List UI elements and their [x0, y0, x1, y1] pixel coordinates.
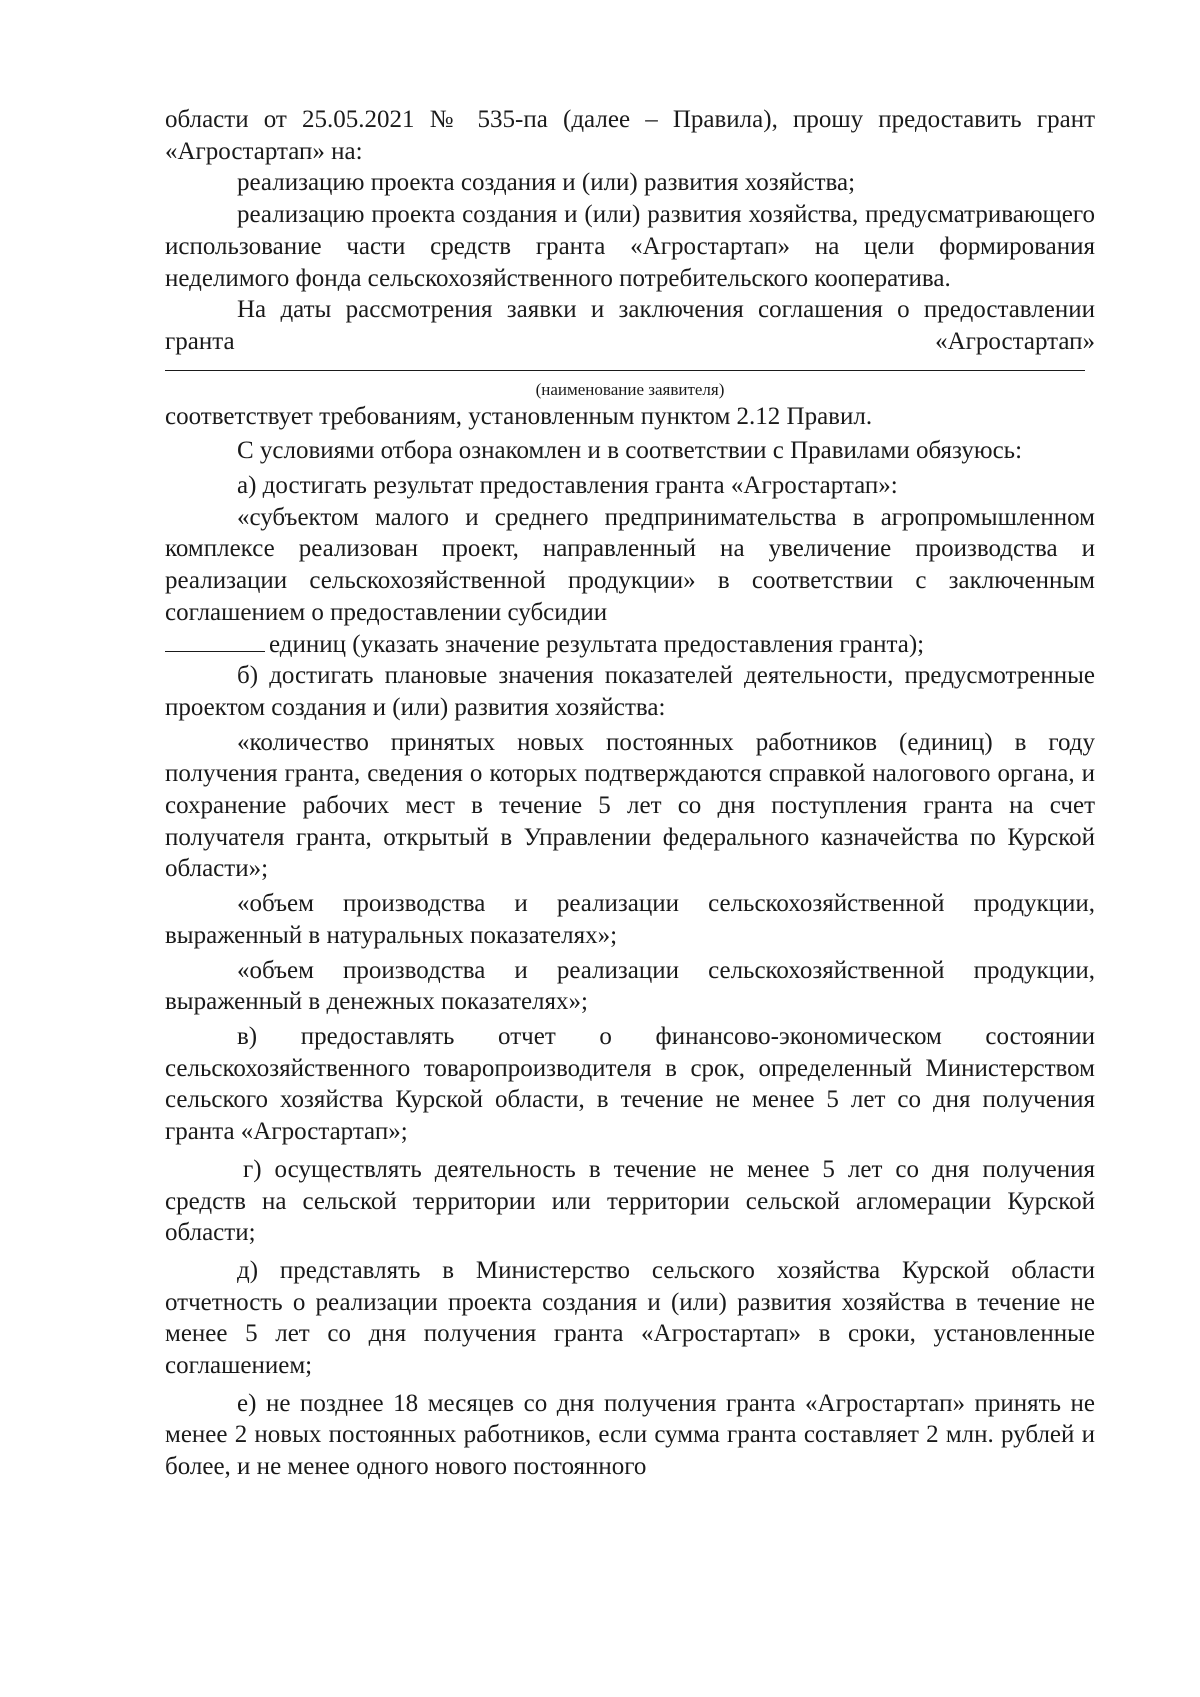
paragraph-obligation-e: е) не позднее 18 месяцев со дня получения гранта «Агростартап» принять не менее 2 новых постоянных работников, если сумма гранта составляет 2 млн. рублей и более, и не менее одного нового постоянного — [165, 1389, 1095, 1481]
paragraph-indicator-natural: «объем производства и реализации сельскохозяйственной продукции, выраженный в натуральных показателях»; — [165, 890, 1095, 949]
paragraph-obligation-b: б) достигать плановые значения показателей деятельности, предусмотренные проектом создания и (или) развития хозяйства: — [165, 662, 1095, 721]
paragraph-obligations-intro: С условиями отбора ознакомлен и в соответствии с Правилами обязуюсь: — [237, 437, 1023, 465]
paragraph-indicator-workers: «количество принятых новых постоянных работников (единиц) в году получения гранта, сведения о которых подтверждаются справкой налогового органа, и сохранение рабочих мест в течение 5 лет со дня поступления гранта на счет получателя гранта, открытый в Управлении федерального казначейства по Курской области»; — [165, 728, 1095, 883]
applicant-name-line — [165, 370, 1085, 371]
applicant-name-caption: (наименование заявителя) — [535, 379, 725, 399]
paragraph-indicator-monetary: «объем производства и реализации сельскохозяйственной продукции, выраженный в денежных показателях»; — [165, 956, 1095, 1016]
result-units-text: единиц (указать значение результата предоставления гранта); — [269, 630, 925, 658]
paragraph-obligation-v: в) предоставлять отчет о финансово-экономическом состоянии сельскохозяйственного товаропроизводителя в срок, определенный Министерством сельского хозяйства Курской области, в течение не менее 5 лет со дня получения гранта «Агростартап»; — [165, 1022, 1095, 1146]
paragraph-option-project: реализацию проекта создания и (или) развития хозяйства; — [237, 169, 856, 197]
document-body — [165, 104, 1095, 1483]
paragraph-result-definition: «субъектом малого и среднего предпринимательства в агропромышленном комплексе реализован проект, направленный на увеличение производства и реализации сельскохозяйственной продукции» в соответствии с заключенным соглашением о предоставлении субсидии — [165, 503, 1095, 626]
paragraph-obligation-d: д) представлять в Министерство сельского хозяйства Курской области отчетность о реализации проекта создания и (или) развития хозяйства в течение не менее 5 лет со дня получения гранта «Агростартап» в сроки, установленные соглашением; — [165, 1256, 1095, 1380]
paragraph-compliance: соответствует требованиям, установленным пунктом 2.12 Правил. — [165, 402, 873, 430]
paragraph-option-cooperative: реализацию проекта создания и (или) развития хозяйства, предусматривающего использование части средств гранта «Агростартап» на цели формирования неделимого фонда сельскохозяйственного потребительского кооператива. — [165, 201, 1095, 292]
paragraph-review-dates: На даты рассмотрения заявки и заключения соглашения о предоставлении гранта «Агростартап» — [165, 296, 1095, 355]
paragraph-obligation-g: г) осуществлять деятельность в течение не менее 5 лет со дня получения средств на сельской территории или территории сельской агломерации Курской области; — [165, 1155, 1095, 1247]
result-value-blank — [165, 629, 265, 652]
paragraph-application-intro: области от 25.05.2021 № 535-па (далее – Правила), прошу предоставить грант «Агростартап» на: — [165, 106, 1095, 165]
paragraph-result-units — [165, 629, 1095, 661]
paragraph-obligation-a: а) достигать результат предоставления гранта «Агростартап»: — [237, 472, 898, 500]
